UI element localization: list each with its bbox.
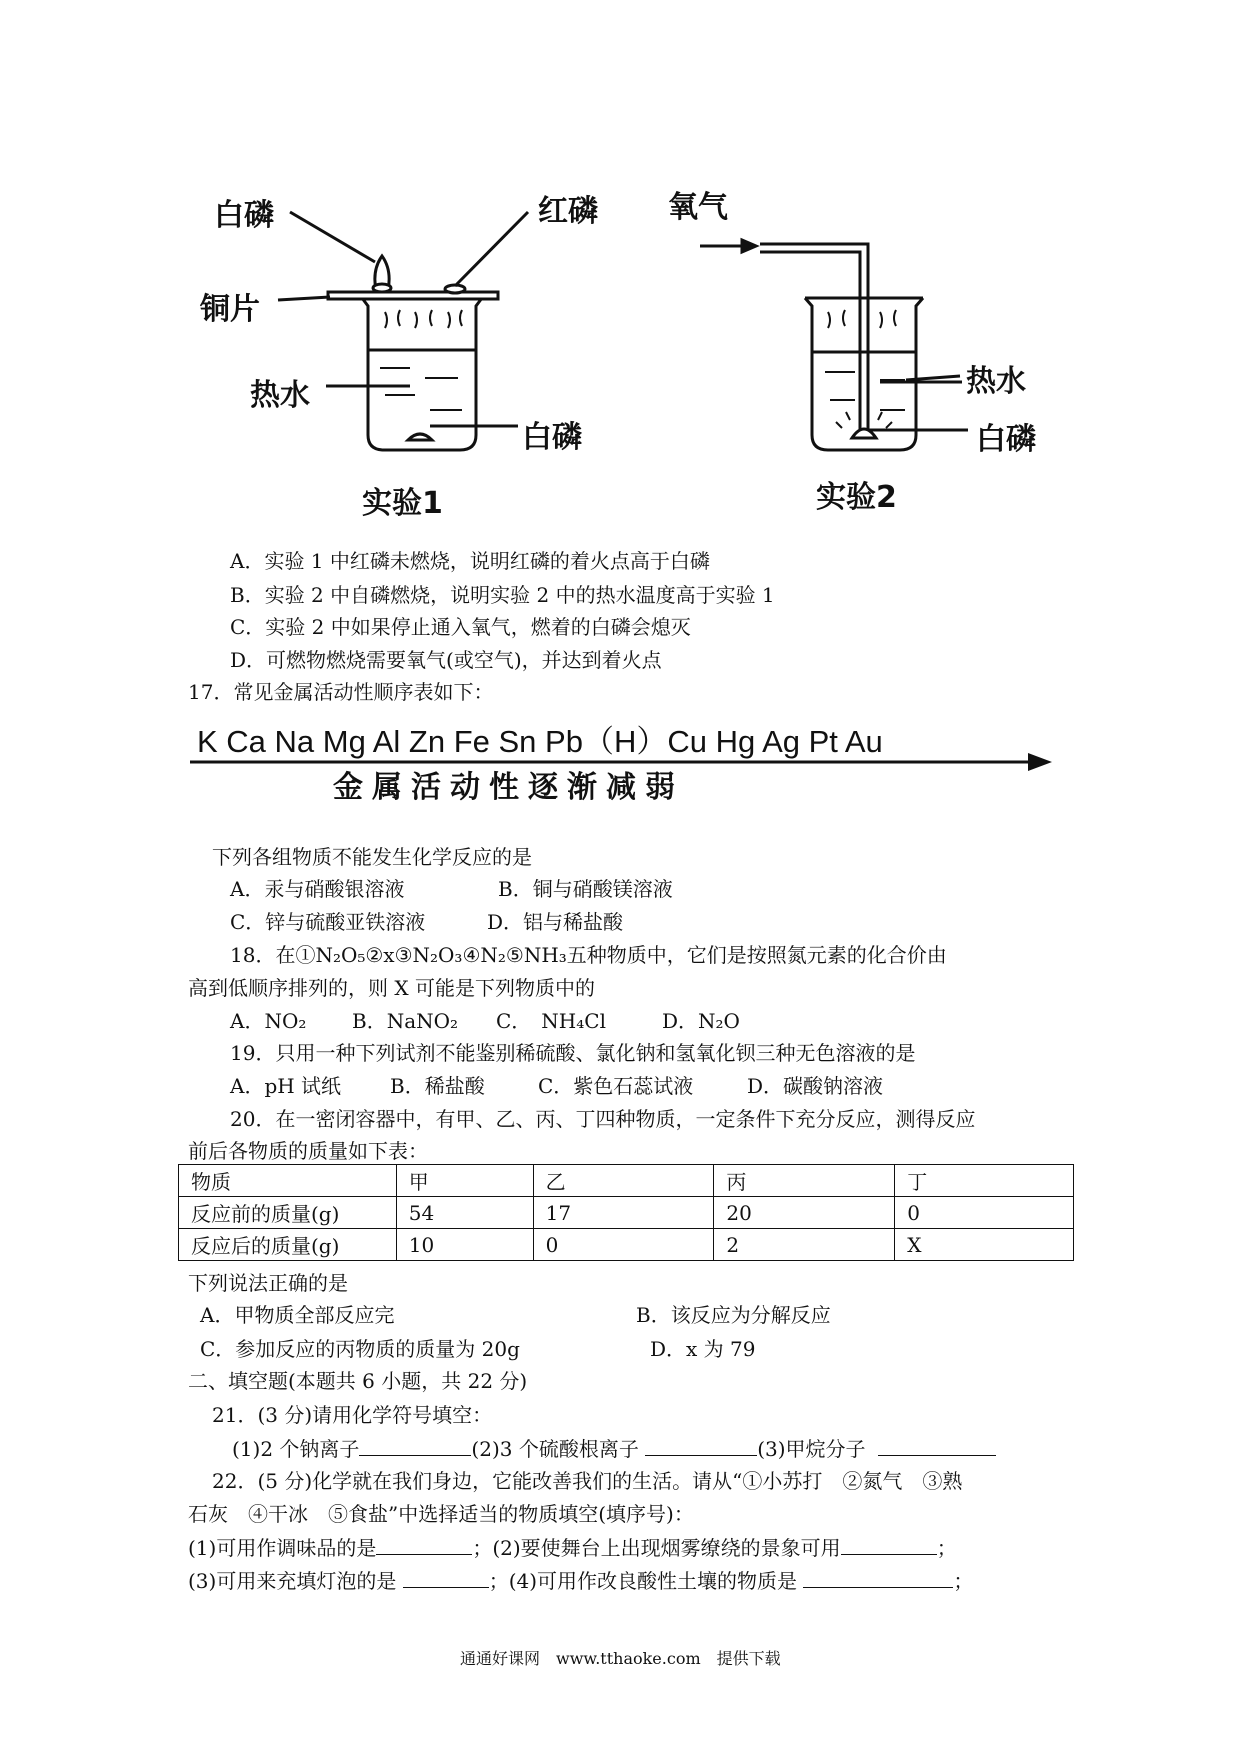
experiment-figure [0, 0, 1240, 540]
q17-option-b: B．铜与硝酸镁溶液 [498, 877, 673, 901]
q16-option-c: C．实验 2 中如果停止通入氧气，燃着的白磷会熄灭 [230, 615, 691, 639]
q21-blank-2[interactable] [645, 1435, 757, 1456]
mass-table [178, 1164, 1074, 1261]
label-hot-water-2: 热水 [966, 364, 1026, 399]
table-row [179, 1229, 1074, 1261]
q17-question: 下列各组物质不能发生化学反应的是 [212, 845, 532, 869]
q22-blank-2[interactable] [841, 1534, 937, 1555]
q18-option-c: C． NH₄Cl [496, 1009, 606, 1033]
q22-part4: ；(4)可用作改良酸性土壤的物质是 [488, 1569, 798, 1593]
q22-stem-line1: 22．(5 分)化学就在我们身边，它能改善我们的生活。请从“①小苏打 ②氮气 ③熟 [212, 1469, 963, 1493]
label-white-phosphorus-top: 白磷 [214, 198, 274, 233]
q17-option-d: D．铝与稀盐酸 [487, 910, 624, 934]
q20-option-b: B．该反应为分解反应 [636, 1303, 831, 1327]
q19-stem: 19．只用一种下列试剂不能鉴别稀硫酸、氯化钠和氢氧化钡三种无色溶液的是 [230, 1041, 916, 1065]
q22-stem-line2: 石灰 ④干冰 ⑤食盐”中选择适当的物质填空(填序号)： [188, 1502, 694, 1526]
q22-sep-2: ； [953, 1569, 974, 1593]
q21-line [232, 1435, 996, 1462]
table-cell: 甲 [396, 1165, 533, 1197]
table-cell: 物质 [179, 1165, 397, 1197]
table-row [179, 1197, 1074, 1229]
q16-option-b: B．实验 2 中自磷燃烧，说明实验 2 中的热水温度高于实验 1 [230, 583, 775, 607]
label-hot-water-1: 热水 [250, 378, 310, 413]
q21-part2: (2)3 个硫酸根离子 [471, 1437, 639, 1461]
q21-blank-3[interactable] [878, 1435, 996, 1456]
page-footer: 通通好课网 www.tthaoke.com 提供下载 [460, 1649, 781, 1668]
q21-part3: (3)甲烷分子 [757, 1437, 866, 1461]
table-cell: 0 [895, 1197, 1074, 1229]
table-cell: 20 [714, 1197, 895, 1229]
oxygen-tube [760, 244, 868, 434]
q18-stem-line1: 18．在①N₂O₅②x③N₂O₃④N₂⑤NH₃五种物质中，它们是按照氮元素的化合价由 [230, 943, 947, 967]
section-2-title: 二、填空题(本题共 6 小题，共 22 分) [188, 1369, 528, 1393]
q22-part3: (3)可用来充填灯泡的是 [188, 1569, 397, 1593]
table-cell: 54 [396, 1197, 533, 1229]
q19-option-b: B．稀盐酸 [390, 1074, 485, 1098]
q20-option-c: C．参加反应的丙物质的质量为 20g [200, 1337, 520, 1361]
caption-experiment-1: 实验1 [362, 486, 443, 521]
label-copper-plate: 铜片 [200, 292, 260, 327]
q19-option-a: A．pH 试纸 [230, 1074, 342, 1098]
q20-question: 下列说法正确的是 [188, 1271, 348, 1295]
q17-option-c: C．锌与硫酸亚铁溶液 [230, 910, 426, 934]
q16-option-a: A．实验 1 中红磷未燃烧，说明红磷的着火点高于白磷 [230, 549, 710, 573]
q22-part1: (1)可用作调味品的是 [188, 1536, 377, 1560]
table-cell: 乙 [533, 1165, 714, 1197]
activity-trend-label: 金属活动性逐渐减弱 [333, 770, 684, 805]
q22-part2: ；(2)要使舞台上出现烟雾缭绕的景象可用 [472, 1536, 841, 1560]
q20-option-a: A．甲物质全部反应完 [200, 1303, 395, 1327]
q17-stem: 17．常见金属活动性顺序表如下： [188, 680, 494, 704]
q18-option-b: B．NaNO₂ [352, 1009, 459, 1033]
q22-blank-3[interactable] [403, 1567, 489, 1588]
table-cell: 0 [533, 1229, 714, 1261]
q18-option-d: D．N₂O [662, 1009, 740, 1033]
q21-blank-1[interactable] [359, 1435, 471, 1456]
caption-experiment-2: 实验2 [816, 480, 897, 515]
table-cell: 丁 [895, 1165, 1074, 1197]
q18-stem-line2: 高到低顺序排列的，则 X 可能是下列物质中的 [188, 976, 595, 1000]
q19-option-c: C．紫色石蕊试液 [538, 1074, 694, 1098]
table-cell: 反应后的质量(g) [179, 1229, 397, 1261]
table-cell: 10 [396, 1229, 533, 1261]
q16-option-d: D．可燃物燃烧需要氧气(或空气)，并达到着火点 [230, 648, 662, 672]
label-oxygen: 氧气 [668, 190, 728, 225]
q20-option-d: D．x 为 79 [650, 1337, 756, 1361]
table-cell: 17 [533, 1197, 714, 1229]
bottom-white-phosphorus [408, 434, 432, 440]
table-header-row [179, 1165, 1074, 1197]
q21-part1: (1)2 个钠离子 [232, 1437, 360, 1461]
q22-line-2 [188, 1567, 973, 1594]
q19-option-d: D．碳酸钠溶液 [747, 1074, 884, 1098]
q22-line-1 [188, 1534, 957, 1561]
red-phosphorus [445, 285, 465, 293]
beaker-2 [805, 298, 923, 450]
q22-sep-1: ； [936, 1536, 957, 1560]
label-red-phosphorus: 红磷 [538, 194, 598, 229]
table-cell: X [895, 1229, 1074, 1261]
q21-stem: 21．(3 分)请用化学符号填空： [212, 1403, 493, 1427]
copper-plate [328, 292, 498, 299]
label-white-phosphorus-2: 白磷 [976, 422, 1036, 457]
q17-option-a: A．汞与硝酸银溶液 [230, 877, 405, 901]
table-cell: 2 [714, 1229, 895, 1261]
table-cell: 反应前的质量(g) [179, 1197, 397, 1229]
table-cell: 丙 [714, 1165, 895, 1197]
q22-blank-1[interactable] [376, 1534, 472, 1555]
q20-stem-line2: 前后各物质的质量如下表： [188, 1139, 428, 1163]
q20-stem-line1: 20．在一密闭容器中，有甲、乙、丙、丁四种物质，一定条件下充分反应，测得反应 [230, 1107, 976, 1131]
metal-activity-series: K Ca Na Mg Al Zn Fe Sn Pb（H）Cu Hg Ag Pt Au [197, 724, 883, 759]
label-white-phosphorus-bottom: 白磷 [522, 420, 582, 455]
q18-option-a: A．NO₂ [230, 1009, 307, 1033]
q22-blank-4[interactable] [803, 1567, 953, 1588]
